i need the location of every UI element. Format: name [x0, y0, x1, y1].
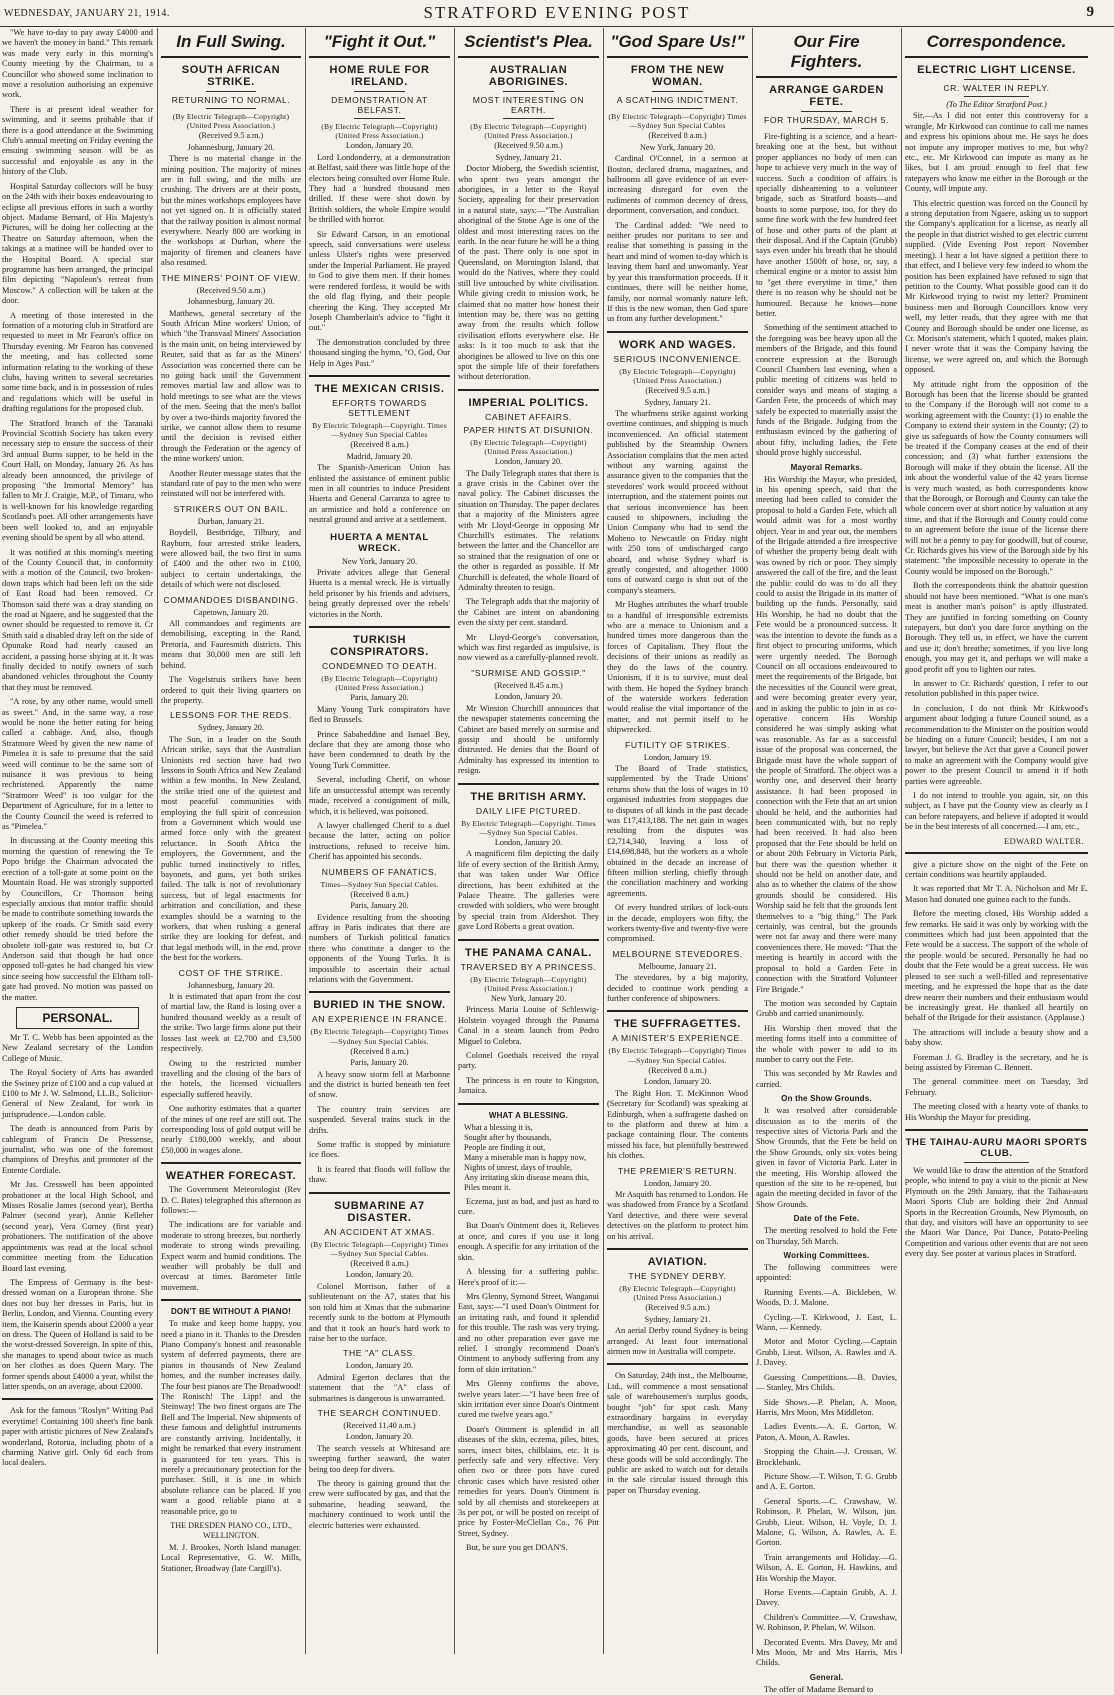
paragraph: Some traffic is stopped by miniature ice floes. [309, 1140, 450, 1160]
dateline: Durban, January 21. [197, 516, 265, 526]
paragraph: Train arrangements and Holiday.—G. Wilson, A. E. Gorton, H. Hawkins, and His Worship the Mayor. [756, 1552, 897, 1583]
byline: (By Electric Telegraph—Copyright) (United Press Association.) [619, 1283, 736, 1303]
paragraph: A lawyer challenged Cherif to a duel because the latter, acting on police instructions, refused to receive him. Cherif has appointed his seconds. [309, 820, 450, 862]
paragraph: There is at present ideal weather for swimming, and it seems probable that if there is a good attendance at the Swimming Club's annual meeting on Friday evening the ensuing swimming season will be as successful and enjoyable as any in the history of the Club. [2, 104, 153, 177]
received-time: (Received 11.40 a.m.) [343, 1420, 416, 1430]
subheading: Date of the Fete. [793, 1214, 860, 1224]
column-banner: Our Fire Fighters. [756, 32, 897, 78]
paragraph: Guessing Competitions.—B. Davies, — Stanley, Mrs Childs. [756, 1372, 897, 1393]
subheading: THE PREMIER'S RETURN. [617, 1165, 738, 1176]
dateline: London, January 19. [643, 752, 712, 762]
paragraph: The Board of Trade statistics, supplemented by the Trade Unions' returns show that the loss of wages in 10 organised industries from stoppages due to disputes of all kinds in the past decade was £17,413,188. The net gain in wages resulting from the disputes was £2,714,340, leaving a loss of £14,698,848, but the workers as a whole obtained in the decade an increase of fifteen million sterling, chiefly through the conciliation machinery and working agreements. [607, 763, 748, 898]
column-home-rule [305, 28, 453, 1654]
paragraph: Picture Show.—T. Wilson, T. G. Grubb and A. E. Gorton. [756, 1471, 897, 1492]
paragraph: The stevedores, by a big majority, decided to continue work pending a further conference of shipowners. [607, 973, 748, 1004]
dateline: Johannesburg, January 20. [187, 142, 275, 152]
dateline: New York, January 20. [639, 142, 716, 152]
subheading: CR. WALTER IN REPLY. [943, 83, 1050, 93]
byline: (By Electric Telegraph—Copyright) Times—Sydney Sun Special Cables [608, 112, 747, 131]
divider [905, 852, 1088, 854]
headline: SUBMARINE A7 DISASTER. [334, 1199, 425, 1224]
paragraph: Horse Events.—Captain Grubb, A. J. Davey. [756, 1588, 897, 1608]
paragraph: Colonel Morrison, father of a sublieutenant on the A7, states that his son told him at Xmas that the submarine recently sunk to the bottom at Plymouth and that it took an hour's hard work to raise her to the surface. [309, 1281, 450, 1343]
subheading: COST OF THE STRIKE. [178, 967, 284, 978]
paragraph: The Sun, in a leader on the South African strike, says that the Australian Unionists red section have had two lessons in South Africa and New Zealand within a few months. In New Zealand, the strike tried one of the quietest and most peaceful communities with employing the full spirit of concession from a Government which would use armed force only with the greatest reluctance. In South Africa the employers, the Government, and the public turned instinctively to rifles, bayonets, and guns, yet both strikes failed. The talk is not of revolutionary success, but of legal enactments for arbitration and conciliation, and these examples should be a warning to the workers, that when rushing a general strike they are looking for defeat, and that legal methods will, in the end, prove the best for the workers. [161, 734, 301, 963]
paragraph: Cardinal O'Connel, in a sermon at Boston, declared drama, magazines, and ballrooms all gave evidence of an ever-increasing disregard for even the rudiments of common decency of dress, deportment, conversation, and conduct. [607, 154, 748, 216]
divider [964, 1162, 1030, 1163]
paragraph: The search vessels at Whitesand are sweeping further seaward, the water being too deep for divers. [309, 1443, 450, 1474]
paragraph: Sir,—As I did not enter this controversy for a wrangle, Mr Kirkwood can continue to call me names and express his opinions about me. He says he does not impute any improper motives to me, but why? etc., etc. Mr Kirkwood can impute as many as he likes, but I am proud enough to feel that few ratepayers who know me either in the Borough or the County, will impute any. [905, 111, 1088, 194]
paragraph: My attitude right from the opposition of the Borough has been that the license should be granted to the Company if the Borough will not come to a working agreement with the County: (1) to enable the Company to extend their system in the County; (2) to give us safeguards of how the County consumers will be treated if the Company ceases at the end of their concession; and (3) what further extensions the Borough will make if they obtain the license. All the ink about the wonderful value of the 42 years license is very much wasted, as both correspondents know that the Borough, or Borough and County can take the whole concern over at short notice by valuation at any time, and that if the Borough and County could come to an agreement before the issue of the license there will not be a penny to pay for goodwill, but of course, Cr. Richards gives his view of the Borough side by his statement: "the impossible necessity to operate in the County would be imposed on the Borough." [905, 379, 1088, 576]
advertisement: Doan's Ointment is splendid in all diseases of the skin, eczema, piles, bites, sores, insect bites, chilblains, etc. It is perfectly safe and very effective. Very often two or three pots have cured chronic cases which have resisted other remedies for years. Doan's Ointment is sold by all chemists and storekeepers at 3s per pot, or will be posted on receipt of price by Foster-McClellan Co., 76 Pitt Street, Sydney. [458, 1424, 599, 1538]
paragraph: We would like to draw the attention of the Stratford people, who intend to pay a visit to the picnic at New Plymouth on the 29th January, that the Taihau-auru Maori Sports Club are holding their 2nd Annual Sports in the Recreation Grounds, New Plymouth, on that day, and visitors will have an opportunity to see the Maori War Dance, Poi Dance, Potato-Peeling Competition and various other events that are not seen every day. See poster at various places in Stratford. [905, 1165, 1088, 1259]
paragraph: Something of the sentiment attached to the foregoing was bee heavy upon all the members of the Brigade, and this found concrete expression at the Borough Council Chambers last evening, when a public meeting of citizens was held to consider ways and means of staging a Garden Fete, the proceeds of which may safely be expected to materially assist the funds of the Brigade. Judging from the enthusiasm evinced by the gathering of about fifty, including ladies, the Fete should prove highly successful. [756, 323, 897, 458]
headline: HUERTA A MENTAL WRECK. [330, 531, 429, 554]
received-time: (Received 9.5 a.m.) [645, 1303, 710, 1313]
paragraph: The attractions will include a beauty show and a baby show. [905, 1027, 1088, 1048]
dateline: New York, January 20. [341, 556, 418, 566]
paragraph: It is estimated that apart from the cost of martial law, the Rand is losing over a hundred thousand weekly as a result of the strike. Two large firms alone put their losses last week at £2,700 and £3,500 respectively. [161, 992, 301, 1054]
advertisement-heading: DON'T BE WITHOUT A PIANO! [170, 1307, 292, 1317]
paragraph: I do not intend to trouble you again, sir, on this subject, as I have put the County view as clearly as I can before ratepayers, and believe if adopted it would be in the best interests of all concerned.—I am, etc., [905, 791, 1088, 832]
subheading: THE MINERS' POINT OF VIEW. [161, 272, 301, 283]
column-fire-fighters [752, 28, 900, 1694]
byline: (By Electric Telegraph—Copyright) (United Press Association.) [172, 112, 290, 131]
dateline: London, January 20. [494, 457, 563, 467]
masthead [0, 0, 1114, 27]
headline: AVIATION. [647, 1255, 708, 1268]
personal-heading: PERSONAL. [16, 1007, 139, 1029]
paragraph: There is no material change in the mining position. The majority of mines are in full swing, and the mills are crushing. The drivers are at their posts, but the mines workshops employees have not yet signed on. It is officially stated that the railway position is almost normal everywhere. Nearly 800 are working in the workshops at Durban, where the majority of firemen and cleaners have also resumed. [161, 154, 301, 268]
column-scientists-plea [454, 28, 602, 1654]
column-local-news [0, 28, 156, 1654]
paragraph: The Spanish-American Union has enlisted the assistance of eminent public men in all countries to induce President Huerta and General Carranza to agree to an armistice and hold a conference on neutral ground and arrive at a settlement. [309, 463, 450, 525]
paragraph: The motion was seconded by Captain Grubb and carried unanimously. [756, 998, 897, 1019]
dateline: Paris, January 20. [350, 901, 409, 911]
dateline: London, January 20. [494, 692, 563, 702]
paragraph: give a picture show on the night of the Fete on certain conditions was heartily applauded. [905, 859, 1088, 880]
paragraph: The demonstration concluded by three thousand singing the hymn, "O, God, Our Help in Ages Past." [309, 337, 450, 368]
divider [905, 1129, 1088, 1131]
divider [607, 1363, 748, 1365]
paragraph: The following committees were appointed: [756, 1263, 897, 1283]
subheading: MOST INTERESTING ON EARTH. [472, 95, 585, 115]
column-banner: In Full Swing. [161, 32, 301, 58]
paragraph: Foreman J. G. Bradley is the secretary, and he is being assisted by Fireman C. Bennett. [905, 1052, 1088, 1072]
dateline: London, January 20. [643, 1077, 712, 1087]
paragraph: Mr Lloyd-George's conversation, which was first regarded as impulsive, is now viewed as a carefully-planned revolt. [458, 632, 599, 663]
paragraph: The wharfmens strike against working overtime continues, and shipping is much inconvenienced. An official statement published by the Steamship Owners Association complains that the men acted without any warning against the assurance given to the companies that the stevedores' work would proceed without interruption, and the statement points out that serious inconvenience has been caused to shipowners, including the Union Company who had to send the Moheno to Newcastle on Friday night with 250 tons of undischarged cargo aboard, and whose Sydney wharf is greatly congested, and altogether 1000 tons of outward cargo is shut out of the company's steamers. [607, 408, 748, 595]
received-time: (Received 8.45 a.m.) [494, 680, 563, 690]
paragraph: The Stratford branch of the Taranaki Provincial Scottish Society has taken every necessary step to ensure the success of their 3rd annual Burns supper, to be held in the Court Hall, on Monday, January 26. As has already been announced, the privilege of proposing "the Immortal Memory" has fallen to Mr J. Craigie, M.P., of Timaru, who is well-known for his knowledge regarding Scotland's poet. All other arrangements have been well looked to, and an enjoyable evening should be spent by all who attend. [2, 418, 153, 543]
paragraph: It is feared that floods will follow the thaw. [309, 1164, 450, 1185]
subheading: TRAVERSED BY A PRINCESS. [460, 961, 597, 972]
subheading: FUTILITY OF STRIKES. [625, 739, 730, 750]
paragraph: Mr T. C. Webb has been appointed as the New Zealand secretary of the London College of Music. [2, 1032, 153, 1063]
subheading: A MINISTER'S EXPERIENCE. [612, 1033, 743, 1044]
received-time: (Received 9.50 a.m.) [494, 141, 563, 151]
paragraph: Running Events.—A. Bickleben, W. Woods, D. J. Malone. [756, 1287, 897, 1308]
paragraph: This was seconded by Mr Rawles and carried. [756, 1069, 897, 1089]
dateline: New York, January 20. [490, 994, 567, 1003]
paragraph: Mr Winston Churchill announces that the newspaper statements concerning the Cabinet are based merely on surmise and gossip and should be uniformly distrusted. He denies that the Board of Admiralty has expressed its intention to resign. [458, 703, 599, 776]
advertisement: M. J. Brookes, North Island manager. Local Representative, G. W. Mills, Stationer, Broadway (late Cargill's). [161, 1542, 301, 1573]
paragraph: An aerial Derby round Sydney is being arranged. At least four international airmen now in Australia will compete. [607, 1326, 748, 1356]
paragraph: Stopping the Chain.—J. Crossan, W. Brocklebank. [756, 1447, 897, 1467]
subheading: THE "A" CLASS. [343, 1348, 416, 1359]
byline: (By Electric Telegraph—Copyright) (United Press Association.) [470, 122, 587, 141]
paragraph: The meeting resolved to hold the Fete on Thursday, 5th March. [756, 1226, 897, 1246]
advertisement: THE DRESDEN PIANO CO., LTD., WELLINGTON. [170, 1520, 292, 1541]
paragraph: The Empress of Germany is the best-dressed woman on a European throne. She does not buy her dresses in Paris, but in Berlin, London, and Vienna. Counting every item, the Kaiserin spends about £2000 a year on dress. The Queen of Holland is said to be the worst-dressed Sovereign. In spite of this, she manages to spend about twice as much on her clothes as does Queen Mary. The former spends about £4000 a year, whilst the latter spends, on an average, about £2000. [2, 1277, 153, 1391]
paragraph: Several, including Cherif, on whose life an unsuccessful attempt was recently made, received a consignment of milk, which, it is believed, was poisoned. [309, 775, 450, 816]
headline: THE SUFFRAGETTES. [614, 1018, 741, 1031]
divider [503, 91, 554, 92]
subheading: PAPER HINTS AT DISUNION. [463, 424, 594, 435]
headline: AUSTRALIAN ABORIGINES. [488, 64, 569, 88]
advertisement: Mrs Glenny, Symond Street, Wanganui East, says:—"I used Doan's Ointment for an irritating rash, and found it splendid for this trouble. The rash was very trying, and no other preparation ever gave me relief. I strongly recommend Doan's Ointment to anybody suffering from any form of skin irritation." [458, 1291, 599, 1374]
divider [652, 91, 703, 92]
divider [458, 939, 599, 941]
column-banner: "God Spare Us!" [607, 32, 748, 58]
dateline: Johannesburg, January 20. [187, 980, 275, 990]
byline: By Electric Telegraph—Copyright. Times—Sydney Sun Special Cables. [461, 818, 596, 837]
advertisement: A blessing for a suffering public. Here's proof of it:— [458, 1267, 599, 1287]
column-banner: "Fight it Out." [309, 32, 450, 58]
paragraph: Boydell, Bestbridge, Tilbury, and Rayburn, four arrested strike leaders, were allowed bail, the two first in sums of £400 and the other two in £100, subject to certain undertakings, the details of which were not disclosed. [161, 528, 301, 590]
received-time: (Received 8 a.m.) [648, 131, 707, 141]
paragraph: Another Reuter message states that the standard rate of pay to the men who were reinstated will not be interfered with. [161, 468, 301, 499]
column-south-african-strike [157, 28, 304, 1654]
subheading: Mayoral Remarks. [790, 462, 863, 472]
divider [309, 1192, 450, 1194]
paragraph: The meeting closed with a hearty vote of thanks to His Worship the Mayor for presiding. [905, 1102, 1088, 1122]
subheading: CABINET AFFAIRS. [485, 411, 572, 422]
divider [652, 108, 703, 109]
divider [607, 1010, 748, 1012]
advertisement: On Saturday, 24th inst., the Melbourne, Ltd., will commence a most sensational sale of warehousemen's surplus goods, bought "job" for spot cash. Many extraordinary bargains in everyday merchandise, as well as seasonable goods, have been secured at prices approximating 40 per cent. discount, and these goods will be sold accordingly. The public are asked to watch out for details in the sale circular issued through this paper on Thursday evening. [607, 1371, 748, 1495]
dateline: Paris, January 20. [350, 693, 409, 703]
paragraph: Ladies Events.—A. E. Gorton, W. Paton, A. Moon, A. Rawles. [756, 1422, 897, 1442]
divider [458, 1103, 599, 1105]
byline: Times—Sydney Sun Special Cables. [320, 879, 439, 889]
paragraph: The Government Meteorologist (Rev D. C. Bates) telegraphed this afternoon as follows:— [161, 1185, 302, 1215]
divider [607, 1248, 748, 1250]
advertisement-verse: What a blessing it is, Sought after by thousands, People are finding it out, Many a miserable man is happy now, Nights of unrest, days of trouble, Any irritating skin disease means this, Piles meant it. [464, 1122, 590, 1192]
received-time: (Received 8 a.m.) [350, 1259, 409, 1269]
byline: (By Electric Telegraph—Copyright) Times—Sydney Sun Special Cables. [608, 1046, 747, 1065]
subheading: CONDEMNED TO DEATH. [321, 661, 437, 672]
divider [309, 991, 450, 993]
column-correspondence [901, 28, 1091, 1654]
headline: IMPERIAL POLITICS. [468, 396, 589, 409]
dateline: Sydney, January 21. [644, 1314, 711, 1324]
paragraph: It was resolved after considerable discussion as to the merits of the respective sites of Victoria Park and the Show Grounds, that the Fete be held on the Show Grounds, only six votes being given in favor of Victoria Park. Later in the meeting, His Worship allowed the question of the site to be re-opened, but again the meeting decided in favor of the Show Grounds. [756, 1106, 897, 1209]
advertisement: Ask for the famous "Roslyn" Writing Pad everytime! Containing 100 sheet's fine bank paper with artistic pictures of New Zealand's wonderland, Rotorua, including photo of a charming Native girl. Only 6d each from local dealers. [2, 1406, 153, 1468]
paragraph: His Worship the Mayor, who presided, in his opening speech, said that the meeting had been called to consider the proposal to hold a Garden Fete, which all would admit was for a most worthy object. Year in and year out, the members of the Brigade attended a fire irrespective of whether the property being dealt with was owned by rich or poor. They simply answered the call of the fire, and the least the public could do was to do all they could to assist the Brigade in its matter of building up the funds. Personally, said His Worship, he had no doubt that the Fete would be a pronounced success. It was the intention to devote the funds as a first object to procuring uniforms, which were urgently needed. The Borough Council on all occasions endeavoured to meet the requirements of the Brigade, but the necessities of the Council were great, and were becoming greater every year, and in asking the public to join in as co-operative concern His Worship considered he was simply asking what was reasonable. As far as a successful issue of the proposal was concerned, the Brigade must have the whole support of the people of Stratford. The object was a worthy one, and deserved their hearty assistance. It had been proposed in connection with the Fete that an art union should be held, and the authorities had been communicated with, but no reply had been received. It had also been proposed that the Fete should be held on or about 20th February in Victoria Park, but there was the question whether it should not be held on another date, and also as to whether the claims of the show grounds should be considered. His Worship said he felt that the grounds lent themselves to a "big thing." The Park certainly, was central, but the grounds were not far away and there were many conveniences there. He moved: "That the meeting is heartily in accord with the proposal to hold a Garden Fete in connection with the Stratford Volunteer Fire Brigade." [756, 474, 897, 994]
paragraph: "A rose, by any other name, would smell as sweet." And, in the same way, a rose would be none the better eating for being called a cabbage. And, also, though Stratmore Weed by given the new name of Pimelea it is safe to presume that the said weed will continue to be the same sort of nuisance it was previous to being rechristened. Apparently the name "Stratmore Weed" is too vulgar for the Department of Agriculture, for in a letter to the County Council the weed is referred to as "Pimelea." [2, 697, 153, 832]
paragraph: It was reported that Mr T. A. Nicholson and Mr E. Mason had donated one guinea each to the funds. [905, 884, 1088, 904]
subheading: General. [809, 1672, 844, 1682]
received-time: (Received 8 a.m.) [648, 1065, 707, 1075]
divider [503, 118, 554, 119]
paragraph: Matthews, general secretary of the South African Mine workers' Union, of which "the Transvaal Miners' Association is the main unit, on being interviewed by Reuter, said that as far as the Miners' Association was concerned there can be no going back until the Government removes martial law and allow was to hold meetings to see what are the views of the men. Seeing that the men's ballot by over a two-thirds majority favored the strike, we cannot allow them to resume until the decision is revised either through the Federation or the agency of the mine workers' union. [161, 308, 301, 464]
headline: ARRANGE GARDEN FETE. [769, 84, 884, 108]
headline: THE PANAMA CANAL. [465, 946, 592, 959]
paragraph: One authority estimates that a quarter of the mines of one reef are still out. The corresponding loss of gold output will be nearly £180,000 weekly, and about £50,000 in wages alone. [161, 1104, 301, 1155]
paragraph: The general committee meet on Tuesday, 3rd February. [905, 1077, 1088, 1097]
divider [458, 783, 599, 785]
subheading: RETURNING TO NORMAL. [171, 95, 291, 105]
subheading: DEMONSTRATION AT BELFAST. [331, 95, 428, 115]
paragraph: Owing to the restricted number travelling and the closing of the bars of the hotels, the licensed victuallers especially suffered heavily. [161, 1058, 301, 1099]
subheading: AN EXPERIENCE IN FRANCE. [311, 1014, 448, 1025]
paragraph: The Right Hon. T. McKinnon Wood (Secretary for Scotland) was speaking at Edinburgh, when a suffragette dashed on to the platform and threw at him a package containing flour. The contents missed his face, but plentifully bestrewed his clothes. [607, 1088, 748, 1161]
paragraph: Evidence resulting from the shooting affray in Paris indicates that there are numbers of Turkish political fanatics there who constitute a danger to the opponents of the Young Turks. It is impossible to ascertain their actual relations with the Government. [309, 912, 450, 984]
subheading: A SCATHING INDICTMENT. [616, 95, 739, 105]
divider [161, 1162, 301, 1164]
paragraph: In discussing at the County meeting this morning the question of renewing the Te Popo bridge the Chairman advocated the erection of a toll-gate at some point on the Mountain Road. He was strongly supported by Councillors, Cr Thomson being especially anxious that motor traffic should be made to contribute something towards the upkeep of the roads. Cr Smith said every other remedy should be tried before the obsolete toll-gate was restored to, but Cr Anderson said that though he had once opposed toll-gates he had changed his view since seeing how successful the Eltham toll-gate had proved. No motion was passed on the matter. [2, 836, 153, 1002]
headline: THE BRITISH ARMY. [470, 790, 587, 803]
headline: WEATHER FORECAST. [165, 1170, 297, 1183]
subheading: EFFORTS TOWARDS SETTLEMENT [332, 397, 427, 418]
paragraph: The Vogelstruis strikers have been ordered to quit their living quarters on the property. [161, 675, 301, 705]
paragraph: General Sports.—C. Crawshaw, W. Robinson, P. Phelan, W. Wilson, jun. Grubb, Lieut. Wilson, H. Voyle, D. J. Malone, G. Wilson, A. Rawles, A. E. Gorton. [756, 1496, 897, 1548]
advertisement: To make and keep home happy, you need a piano in it. Thanks to the Dresden Piano Company's honest and reasonable system of deferred payments, there are pianos in thousands of New Zealand homes, and the number increases daily. The four best pianos are The Broadwood! The Ronisch! The Lipp! and the Steinway! The two finest organs are The Bell and The Imperial. New shipments of these famous and delightful instruments are constantly arriving. Incidentally, it might be remarked that every instrument is guaranteed for ten years. This is merely a precautionary protection for the purchaser. Still, it is one in which absolute reliance can be placed. If you want a good reliable piano at a reasonable price, go to [161, 1319, 301, 1516]
column-banner: Correspondence. [905, 32, 1088, 58]
paragraph: Private advices allege that General Huerta is a mental wreck. He is virtually held prisoner by his friends and advisers, being greatly depressed over the rebels' victories in the North. [309, 568, 450, 619]
byline: (By Electric Telegraph—Copyright) (United Press Association.) [321, 674, 438, 693]
byline: (By Electric Telegraph—Copyright) (United Press Association.) [321, 122, 438, 141]
paragraph: Mr Hughes attributes the wharf trouble to a handful of irresponsible extremists who are a menace to Unionism and a hundred times more dangerous than the forces of Capitalism. They flout the decisions of their unions as readily as they do the laws of the country. Unionism, if it is to survive, must deal with them. He hoped the Sydney branch of the waterside workers federation would realise the vital importance of the matter, and not permit itself to be shipwrecked. [607, 600, 748, 735]
paragraph: The offer of Madame Bernard to [764, 1684, 874, 1694]
received-time: (Received 9.50 a.m.) [196, 285, 266, 295]
subheading: SERIOUS INCONVENIENCE. [613, 353, 742, 364]
headline: BURIED IN THE SNOW. [313, 999, 446, 1012]
paragraph: A magnificent film depicting the daily life of every section of the British Army, that was taken under War Office directions, has been exhibited at the Palace Theatre. The galleries were crowded with soldiers, who were brought by special train from Aldershot. They gave Lord Roberts a great ovation. [458, 849, 599, 932]
subheading: DAILY LIFE PICTURED. [475, 805, 582, 816]
dateline: London, January 20. [345, 1361, 414, 1371]
advertisement: But Doan's Ointment does it, Relieves at once, and cures if you use it long enough. A specific for any irritation of the skin. [458, 1221, 599, 1262]
paragraph: In conclusion, I do not think Mr Kirkwood's argument about lodging a future Council sound, as a recommendation to the Minister on the position would be binding on a future Council; besides, I am not a lawyer, but believe the Act that gave a Council power to make an agreement with the Company would give power to the present Council to amend it if both parties were agreeable. [905, 703, 1088, 786]
paragraph: Princess Maria Louise of Schleswig-Holstein voyaged through the Panama Canal in a steam launch from Pedro Miguel to Colebra. [458, 1005, 599, 1046]
paragraph: Side Shows.—P. Phelan, A. Moon, Harris, Mrs Moon, Mrs Middleton. [756, 1397, 897, 1417]
salutation: (To The Editor Stratford Post.) [946, 100, 1047, 109]
received-time: (Received 8 a.m.) [350, 889, 409, 899]
newspaper-title: STRATFORD EVENING POST [423, 3, 691, 22]
paragraph: Doctor Mioberg, the Swedish scientist, who spent two years amongst the aborigines, in a letter to the Royal Society, appealing for their preservation in a natural state, says:—"The Australian aboriginal of the Stone Age is one of the oldest and most interesting races on the earth. In the near future he will be a thing of the past. There only is one spot in Queensland, on Mornington Island, that would do the Natives, where they could still live untouched by white civilisation. While giving credit to mission work, he claimed that no matter how honest their intention may be, there was no getting away from the results which follow civilisation efforts everywhere else. He asks: Is it too much to ask that the aborigines be allowed to live on this one spot the simple life of their forefathers without deterioration. [458, 164, 599, 382]
divider [354, 91, 405, 92]
headline: TURKISH CONSPIRATORS. [330, 634, 429, 659]
divider [206, 108, 256, 109]
paragraph: "We have to-day to pay away £4000 and we haven't the money in hand." This remark was made very early in this morning's County meeting by the Chairman, to a Councillor who showed some inclination to move a resolution authorising an expensive work. [2, 28, 153, 100]
subheading: On the Show Grounds. [781, 1094, 872, 1104]
paragraph: All commandoes and regiments are demobilising, excepting in the Rand, Pretoria, and Fauresmith districts. This means that 30,000 men are still left behind. [161, 619, 301, 670]
paragraph: Decorated Events. Mrs Davey, Mr and Mrs Moon, Mr and Mrs Harris, Mrs Childs. [756, 1637, 897, 1668]
divider [801, 111, 852, 112]
advertisement: Mrs Glenny confirms the above, twelve years later:—"I have been free of skin irritation ever since Doan's Ointment cured me twelve years ago." [458, 1379, 599, 1420]
paragraph: Prince Sabaheddine and Ismael Bey, declare that they are among those who have been condemned to death by the Young Turk Committee. [309, 729, 450, 770]
columns [0, 28, 1114, 1694]
subheading: THE SEARCH CONTINUED. [317, 1407, 442, 1418]
dateline: London, January 20. [643, 1178, 712, 1188]
paragraph: The indications are for variable and moderate to strong breezes, but northerly moderate to strong winds prevailing. Expect warm and humid conditions. The weather will probably be dull and overcast at times. Barometer little movement. [161, 1220, 301, 1292]
advertisement: But, be sure you get DOAN'S. [466, 1543, 568, 1553]
column-banner: Scientist's Plea. [458, 32, 599, 58]
issue-date: WEDNESDAY, JANUARY 21, 1914. [4, 8, 170, 19]
headline: THE TAIHAU-AURU MAORI SPORTS CLUB. [905, 1136, 1088, 1159]
divider [206, 91, 256, 92]
paragraph: The Cardinal added: "We need to neither prudes nor puritans to see and realise that something is passing in the heart and mind of women to-day which is leaving them hard and unwomanly. Year by year this transformation proceeds. If it continues, there will be neither home, family, nor normal womanly nature left. If this is the new woman, then God spare us from any further development." [607, 220, 748, 324]
subheading: FOR THURSDAY, MARCH 5. [764, 115, 889, 125]
paragraph: Mr Jas. Cresswell has been appointed probationer at the local High School, and Misses Rosalie James (second year), Bertha Palmer (second year), Annie Kelleher (second year), Vera Corney (first year) probationers. The notification of the above appointments was read at the local school committee meeting from the Education Board last evening. [2, 1180, 153, 1273]
paragraph: Of every hundred strikes of lock-outs in the decade, employers won fifty, the workers twenty-five and twenty-five were compromised. [607, 903, 748, 944]
dateline: Paris, January 20. [350, 1058, 409, 1068]
paragraph: The death is announced from Paris by cablegram of Francis De Pressense, journalist, who was one of the foremost champions of Dreyfus and promoter of the Entente Cordiale. [2, 1124, 153, 1175]
advertisement: Eczema, just as bad, and just as hard to cure. [458, 1196, 599, 1217]
paragraph: His Worship then moved that the meeting forms itself into a committee of the whole with power to add to its number to carry out the Fete. [756, 1023, 897, 1064]
paragraph: A heavy snow storm fell at Marbonne and the district is buried beneath ten feet of snow. [309, 1069, 450, 1100]
divider [309, 626, 450, 628]
received-time: (Received 8 a.m.) [350, 1046, 409, 1056]
advertisement-heading: WHAT A BLESSING. [488, 1110, 569, 1120]
byline: (By Electric Telegraph—Copyright) Times—Sydney Sun Special Cables. [310, 1239, 449, 1258]
subheading: COMMANDOES DISBANDING. [163, 594, 299, 605]
headline: FROM THE NEW WOMAN. [630, 64, 725, 88]
dateline: London, January 20. [345, 1270, 414, 1280]
divider [964, 79, 1030, 80]
dateline: Sydney, January 21. [495, 152, 562, 162]
dateline: Johannesburg, January 20. [187, 297, 275, 307]
subheading: "SURMISE AND GOSSIP." [471, 667, 586, 678]
subheading: Working Committees. [783, 1251, 870, 1261]
paragraph: Before the meeting closed, His Worship added a few remarks. He said it was only by working with the committees which had just been appointed that the Fete would be a success. The support of the whole of the people would be secured. Personally he had no doubt that the Fete would be a great success. He was pleased to see such a well-filled and representative meeting, and he expressed the hope that as the date drew nearer their numbers and their enthusiasm would be increasingly great. He thanked all heartily on behalf of the Brigade for their assistance. (Applause.) [905, 909, 1088, 1023]
subheading: MELBOURNE STEVEDORES. [612, 948, 743, 959]
dateline: Sydney, January 20. [198, 723, 264, 733]
divider [964, 96, 1030, 97]
dateline: London, January 20. [494, 837, 563, 847]
paragraph: The country train services are suspended. Several trains stuck in the drifts. [309, 1104, 450, 1135]
subheading: NUMBERS OF FANATICS. [321, 866, 438, 877]
letter-signature: EDWARD WALTER. [1003, 836, 1084, 846]
headline: ELECTRIC LIGHT LICENSE. [917, 64, 1076, 76]
paragraph: Cycling.—T. Kirkwood, J. East, L. Wann, — Kennedy. [756, 1312, 897, 1333]
page-number: 9 [1086, 4, 1094, 20]
divider [309, 375, 450, 377]
headline: SOUTH AFRICAN STRIKE. [181, 64, 281, 88]
column-god-spare-us [603, 28, 751, 1654]
paragraph: In answer to Cr. Richards' question, I refer to our resolution published in this paper twice. [905, 678, 1088, 699]
subheading: LESSONS FOR THE REDS. [170, 710, 292, 721]
dateline: Capetown, January 20. [193, 607, 269, 617]
divider [2, 1398, 153, 1400]
paragraph: It was notified at this morning's meeting of the County Council that, in conformity with a motion of the Council, two broken-down traps which had been left on the side of East Road had been removed. Cr Thomson said there was a dray standing on the road at Ngaere, and he suggested that the owner should be requested to remove it. Cr Smith said a disabled dray left on the side of Opunake Road had nearly caused an accident, a passing horse shying at it. It was finally decided to notify owners of such abandoned vehicles throughout the County that they must be removed. [2, 547, 153, 692]
paragraph: The Royal Society of Arts has awarded the Swiney prize of £100 and a cup valued at £100 to Mr J. W. Salmond, LL.B., Solicitor-General of New Zealand, for work in jurisprudence.—London cable. [2, 1068, 153, 1119]
paragraph: Both the correspondents think the abattoir question should not have been mentioned. "What is one man's meat is another man's poison" is aptly illustrated. They are justified in forcing something on County ratepayers, but don't you dare force anything on the Borough. They tell us, in effect, we have the current and use it; don't breathe; sometimes, if you live long enough, you may get it, and perhaps we will make a good profit off you to lighten our rates. [905, 581, 1088, 674]
paragraph: Colonel Goethals received the royal party. [458, 1051, 599, 1071]
byline: (By Electric Telegraph—Copyright) Times—Sydney Sun Special Cables. [310, 1027, 449, 1046]
subheading: AN ACCIDENT AT XMAS. [324, 1226, 435, 1237]
dateline: Sydney, January 21. [644, 397, 711, 407]
paragraph: Hospital Saturday collectors will be busy on the 24th with their boxes endeavouring to eclipse all previous efforts in such a worthy object. Madame Bernard, of His Majesty's Pictures, will be doing her collecting at the Theatre on Saturday afternoon, when the takings at a matinee will be handed over to the Hospital Board. A special star programme has been arranged, the principal film depicting "Napoleon's retreat from Moscow." A collection will be taken at the door. [2, 181, 153, 306]
subheading: THE SYDNEY DERBY. [628, 1270, 727, 1281]
paragraph: Children's Committee.—V. Crawshaw, W. Robinson, P. Phelan, W. Wilson. [756, 1612, 897, 1633]
paragraph: Many Young Turk conspirators have fled to Brussels. [309, 704, 450, 725]
divider [801, 128, 852, 129]
paragraph: The Telegraph adds that the majority of the Cabinet are intent on abandoning even the sixty per cent. standard. [458, 597, 599, 628]
paragraph: This electric question was forced on the Council by a strong deputation from Ngaere, asking us to support the Company's application for a license, as nearly all the people in that district wished to get electric current supplied. (Vide Evening Post report November meeting). I hear a lot have signed a petition there to that effect, and I believe very few indeed to whom the position has been explained have refused to sign that petition to the County. What possible good can it do Mr Kirkwood trying to twist my letter? Prominent business men and Borough Councillors know very well, my letter reads, that they agree with me that County and Borough should be under one license, as Cr. Morison's statement, which I quoted, makes plain. I never wrote that it was the Company having the license, we were agreed on, and which the Borough opposed. [905, 198, 1088, 375]
dateline: London, January 20. [345, 141, 414, 151]
byline: (By Electric Telegraph—Copyright) (United Press Association.) [470, 437, 587, 456]
paragraph: A meeting of those interested in the formation of a motoring club in Stratford are requested to meet in Mr Fearon's office on Thursday evening. Mr Fearon has convened the meeting, and has collected some information relating to the working of these clubs, having written to several secretaries some time back, and is in possession of rules and regulations which will be useful in drafting regulations for the proposed club. [2, 310, 153, 414]
paragraph: The princess is en route to Kingston, Jamaica. [458, 1075, 599, 1096]
divider [354, 118, 405, 119]
byline: (By Electric Telegraph—Copyright) (United Press Association.) [470, 974, 587, 993]
paragraph: Motor and Motor Cycling.—Captain Grubb, Lieut. Wilson, A. Rawles and A. J. Davey. [756, 1337, 897, 1368]
dateline: Melbourne, January 21. [638, 961, 717, 971]
byline: By Electric Telegraph—Copyright. Times—Sydney Sun Special Cables [312, 420, 447, 440]
headline: WORK AND WAGES. [618, 338, 737, 351]
divider [458, 389, 599, 391]
dateline: London, January 20. [345, 1432, 414, 1442]
headline: HOME RULE FOR IRELAND. [329, 64, 430, 88]
received-time: (Received 8 a.m.) [350, 440, 409, 450]
dateline: Madrid, January 20. [346, 451, 413, 461]
received-time: (Received 9.5 a.m.) [198, 131, 264, 141]
byline: (By Electric Telegraph—Copyright) (United Press Association.) [619, 366, 736, 385]
paragraph: The theory is gaining ground that the crew were suffocated by gas, and that the submarine, heading seaward, the machinery continued to work until the electric batteries were exhausted. [309, 1478, 450, 1530]
subheading: STRIKERS OUT ON BAIL. [173, 503, 289, 514]
paragraph: Mr Asquith has returned to London. He was shadowed from France by a Scotland Yard detective, and there were several detectives on the platform to protect him on his arrival. [607, 1189, 748, 1241]
paragraph: The Daily Telegraph states that there is a grave crisis in the Cabinet over the naval policy. The Cabinet discusses the situation on Thursday. The paper declares that a majority of the Ministers agree with Mr Lloyd-George in opposing Mr Churchill's estimates. The relations between the latter and the Chancellor are so strained that the resignation of one or the other is regarded as possible. If Mr Churchill is defeated, the whole Board of Admiralty threaten to resign. [458, 468, 599, 593]
divider [607, 331, 748, 333]
paragraph: Admiral Egerton declares that the statement that the "A" class of submarines is dangerous is unwarranted. [309, 1372, 450, 1403]
received-time: (Received 9.5 a.m.) [645, 386, 710, 396]
paragraph: Sir Edward Carson, in an emotional speech, said conversations were useless unless Ulster's rights were preserved under the Imperial Parliament. He prayed to God to give them men. If their homes were rendered fortless, it would be with the old flag flying, and their people cheering the King. They accepted Mr Joseph Chamberlain's advice to "fight it out." [309, 229, 450, 333]
divider [161, 1299, 301, 1301]
headline: THE MEXICAN CRISIS. [314, 382, 445, 395]
paragraph: Fire-fighting is a science, and a heart-breaking one at the best, but without proper appliances no body of men can hope to achieve very much in the way of success. Such a condition of affairs is specially disheartening to a volunteer brigade, such as Stratford boasts—and boasts to some purpose, too, for they do some fine work with the few hundred feet of hose and other parts of the plant at their disposal. And if the Captain (Grubb) says even under his breath that he should have another 1500ft of hose, or, say, a chemical engine or a motor to assist him to "get there everytime in time," then there is no reason why he should not be humoured. Because he knows—none better. [756, 132, 897, 318]
paragraph: Lord Londonderry, at a demonstration at Belfast, said there was little hope of the electors being consulted over Home Rule. They had a hundred thousand men drilled. If these were shot down by British soldiers, the whole Empire would be thrilled with horror. [309, 152, 450, 225]
